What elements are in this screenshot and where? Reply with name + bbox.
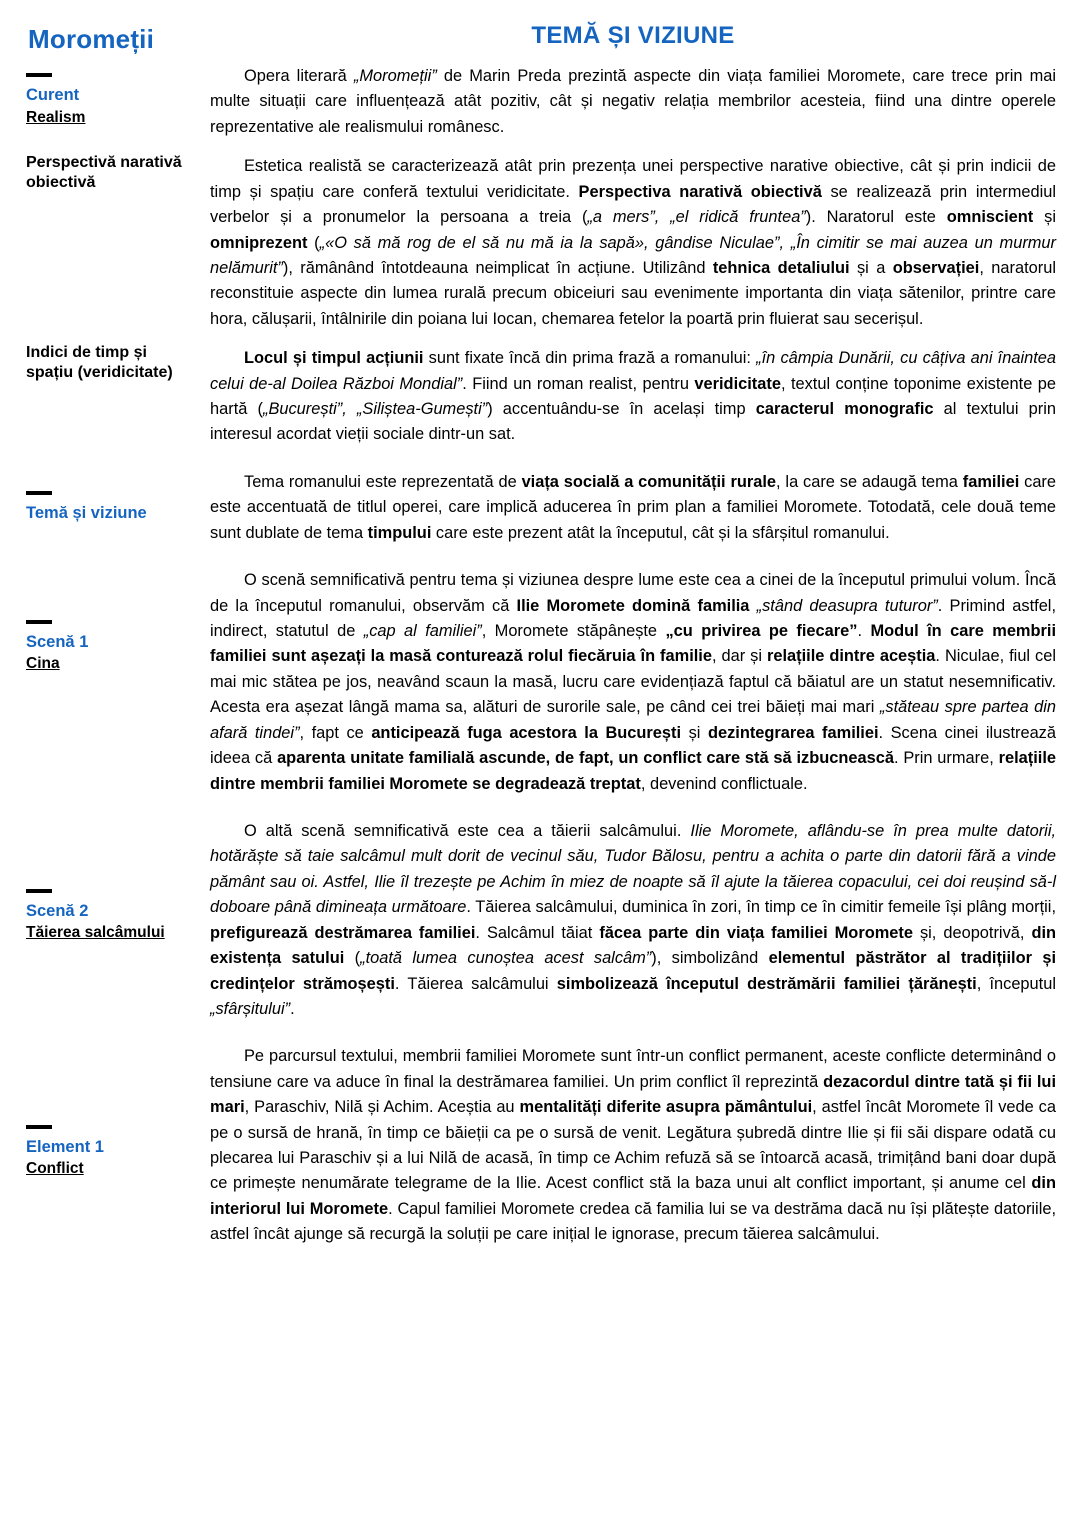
- document-layout: [24, 18, 1056, 1262]
- sidebar-item-indici[interactable]: [24, 343, 192, 383]
- sidebar-item-scena-1[interactable]: [24, 620, 192, 674]
- text-run: , începutul: [976, 974, 1056, 993]
- text-run: , Moromete stăpânește: [481, 622, 666, 641]
- sidebar-item-curent[interactable]: [24, 73, 192, 127]
- text-run-italic: „București”, „Siliștea-Gumești”: [262, 400, 488, 419]
- text-run: ) accentuându-se în același timp: [487, 400, 756, 419]
- text-run: , la care se adaugă tema: [776, 472, 963, 491]
- text-run-italic: Ilie Moromete, aflându-se în prea multe datorii, hotărăște să taie salcâmul mult dorit de vecinul său, Tudor Bălosu, pentru a achita o parte din datorii fără a vinde pământ sau oi. Astfel, Ilie îl trezește pe Achim în miez de noapte să îl ajute la tăierea copacului, cei doi reușind să-l doboare până dimineața următoare: [210, 821, 1057, 917]
- text-run: . Primind astfel, indirect, statutul de: [210, 596, 1057, 641]
- paragraph-conflict: [210, 1044, 1056, 1247]
- text-run-bold: veridicitate: [694, 374, 781, 393]
- dash-icon: [26, 491, 52, 495]
- text-run: O scenă semnificativă pentru tema și viziunea despre lume este cea a cinei de la începutul primului volum. Încă de la începutul romanului, observăm că: [210, 571, 1056, 615]
- text-run-bold: dezacordul dintre tată și fii lui mari: [210, 1072, 1056, 1117]
- text-run-bold: caracterul monografic: [755, 400, 934, 419]
- text-run: și, deopotrivă,: [912, 923, 1032, 942]
- text-run: și: [681, 723, 708, 742]
- document-title: Moromeții: [28, 24, 155, 54]
- text-run-bold: Modul în care membrii familiei sunt așezați la masă conturează rolul fiecăruia în familie: [210, 622, 1057, 666]
- text-run: (: [344, 949, 361, 968]
- text-run-italic: „în câmpia Dunării, cu câțiva ani înaintea celui de-al Doilea Război Mondial”: [210, 349, 1056, 393]
- paragraph-loc-timp: [210, 346, 1056, 448]
- text-run: se realizează prin intermediul verbelor și a pronumelor la persoana a treia (: [210, 182, 1056, 227]
- sidebar-heading-curent: Curent: [26, 86, 80, 104]
- text-run-bold: relațiile dintre aceștia: [766, 647, 936, 666]
- text-run-bold: familiei: [962, 472, 1020, 491]
- text-run: Pe parcursul textului, membrii familiei Moromete sunt într-un conflict permanent, aceste conflicte determinând o tensiune care va aduce în final la destrămarea familiei. Un prim conflict îl reprezintă: [210, 1047, 1056, 1091]
- text-run: , textul conține toponime existente pe hartă (: [210, 374, 1056, 419]
- text-run: ). Naratorul este: [805, 208, 947, 227]
- text-run-bold: anticipează fuga acestora la București: [371, 723, 682, 742]
- dash-icon: [26, 73, 52, 77]
- text-run: care este accentuată de titlul operei, care implică aducerea în prim plan a familiei Moromete. Totodată, cele două teme sunt dublate de tema: [210, 472, 1057, 542]
- text-run-bold: omniscient: [946, 208, 1034, 227]
- text-run-bold: prefigurează destrămarea familiei: [210, 923, 476, 942]
- text-run: . Capul familiei Moromete credea că familia lui se va destrăma dacă nu își plătește datoriile, astfel încât ajunge să recurgă la soluții pe care inițial le ignorase, precum tăierea salcâmului.: [210, 1199, 1057, 1244]
- sidebar-item-perspectiva[interactable]: [24, 153, 192, 193]
- dash-icon: [26, 620, 52, 624]
- sidebar-heading-scena-1: Scenă 1: [26, 632, 89, 651]
- text-run: și a: [849, 258, 893, 277]
- text-run-bold: simbolizează începutul destrămării familiei țărănești: [556, 974, 977, 993]
- text-run-bold: relațiile dintre membrii familiei Moromete se degradează treptat: [210, 749, 1056, 793]
- text-run: de Marin Preda prezintă aspecte din viața familiei Moromete, care trece prin mai multe situații care influențează atât pozitiv, cât și negativ relația membrilor acesteia, fiind una dintre operele reprezentative ale realismului românesc.: [210, 67, 1056, 136]
- sidebar-heading-element-1: Element 1: [26, 1137, 104, 1156]
- text-run: , dar și: [711, 647, 767, 666]
- text-run-italic: „cap al familiei”: [363, 622, 482, 641]
- text-run: , Paraschiv, Nilă și Achim. Aceștia au: [244, 1098, 520, 1117]
- main-content: [200, 18, 1056, 1262]
- text-run-bold: Perspectiva narativă obiectivă: [578, 182, 822, 201]
- text-run-italic: „stând deasupra tuturor”: [756, 596, 938, 615]
- text-run: ), simbolizând: [651, 949, 769, 968]
- page-title: TEMĂ ȘI VIZIUNE: [531, 22, 735, 49]
- text-run-bold: observației: [892, 258, 980, 277]
- sidebar-label-perspectiva: Perspectivă narativă obiectivă: [26, 154, 182, 191]
- text-run: , astfel încât Moromete îl vede ca pe o sursă de hrană, în timp ce băieții ca pe o sursă de venit. Legătura șubredă dintre Ilie și fii săi dispare odată cu plecarea lui Paraschiv și a lui Nilă de acasă, în timp ce Achim refuză să se întoarcă acasă, trimițând bani doar după ce primește nenumărate telegrame de la Ilie. Acest conflict stă la baza unui alt conflict important, și anume cel: [210, 1098, 1056, 1193]
- sidebar-sub-taierea-salcamului: Tăierea salcâmului: [26, 924, 165, 942]
- text-run-bold: din interiorul lui Moromete: [210, 1174, 1056, 1218]
- text-run-italic: „«O să mă rog de el să nu mă ia la sapă», gândise Niculae”, „În cimitir se mai auzea un murmur nelămurit”: [210, 233, 1056, 277]
- text-run: . Tăierea salcâmului, duminica în zori, în timp ce în cimitir femeile își plâng morții,: [466, 898, 1056, 917]
- text-run: care este prezent atât la începutul, cât și la sfârșitul romanului.: [431, 523, 890, 542]
- text-run: sunt fixate încă din prima frază a romanului:: [423, 349, 757, 368]
- sidebar: [24, 18, 200, 1185]
- text-run: și: [1033, 208, 1056, 227]
- text-run-italic: „toată lumea cunoștea acest salcâm”: [360, 949, 652, 968]
- text-run: O altă scenă semnificativă este cea a tăierii salcâmului.: [244, 821, 691, 840]
- text-run-bold: dezintegrarea familiei: [707, 723, 879, 742]
- text-run-bold: viața socială a comunității rurale: [521, 472, 777, 491]
- text-run-bold: Locul și timpul acțiunii: [244, 349, 424, 368]
- text-run: . Scena cinei ilustrează ideea că: [210, 723, 1056, 768]
- text-run: .: [290, 999, 295, 1018]
- text-run: Estetica realistă se caracterizează atât prin prezența unei perspective narative obiective, cât și prin indicii de timp și spațiu care conferă textului veridicitate.: [210, 157, 1056, 201]
- text-run: ), rămânând întotdeauna neimplicat în acțiune. Utilizând: [282, 258, 713, 277]
- text-run: , naratorul reconstituie aspecte din lumea rurală precum obiceiuri sau evenimente importanta din viața sătenilor, printre care hora, călușarii, întâlnirile din poiana lui Iocan, chemarea fetelor la poartă prin fluierat sau secerișul.: [210, 258, 1056, 328]
- text-run-italic: „Moromeții”: [353, 67, 437, 85]
- text-run: . Niculae, fiul cel mai mic stătea pe jos, neavând scaun la masă, lucru care evidențiază faptul că băiatul are un statut nesemnificativ. Acesta era așezat lângă mama sa, alături de surorile sale, pe când cei trei băieți mai mari: [210, 647, 1056, 717]
- paragraph-intro: [210, 64, 1056, 140]
- text-run: Opera literară: [244, 67, 354, 85]
- text-run: , devenind conflictuale.: [640, 774, 808, 793]
- text-run-bold: făcea parte din viața familiei Moromete: [599, 923, 913, 942]
- text-run: Tema romanului este reprezentată de: [244, 472, 522, 491]
- text-run-bold: „cu privirea pe fiecare”: [665, 622, 858, 641]
- text-run-italic: „a mers”, „el ridică fruntea”: [587, 208, 806, 227]
- sidebar-heading-scena-2: Scenă 2: [26, 901, 89, 920]
- text-run: . Fiind un roman realist, pentru: [462, 374, 695, 393]
- text-run: (: [307, 233, 320, 252]
- text-run-bold: elementul păstrător al tradițiilor și credințelor strămoșești: [210, 949, 1057, 993]
- text-run-italic: „stăteau spre partea din afară tindei”: [210, 698, 1056, 742]
- text-run: .: [857, 622, 871, 641]
- paragraph-tema: [210, 470, 1056, 546]
- text-run: , fapt ce: [299, 723, 372, 742]
- text-run: . Tăierea salcâmului: [394, 974, 557, 993]
- text-run: al textului prin interesul acordat vieții sociale dintr-un sat.: [210, 400, 1056, 444]
- text-run: . Prin urmare,: [893, 749, 999, 768]
- text-run: [749, 597, 756, 615]
- sidebar-item-tema-viziune[interactable]: [24, 491, 192, 524]
- sidebar-label-indici: Indici de timp și spațiu (veridicitate): [26, 344, 173, 381]
- text-run-bold: omniprezent: [210, 233, 308, 252]
- text-run: . Salcâmul tăiat: [475, 923, 600, 942]
- text-run-italic: „sfârșitului”: [210, 999, 291, 1018]
- text-run-bold: mentalități diferite asupra pământului: [519, 1098, 813, 1117]
- dash-icon: [26, 889, 52, 893]
- sidebar-item-element-1[interactable]: [24, 1125, 192, 1179]
- text-run-bold: tehnica detaliului: [712, 258, 850, 277]
- sidebar-sub-cina: Cina: [26, 655, 60, 673]
- paragraph-scena-cina: [210, 568, 1056, 797]
- sidebar-sub-conflict: Conflict: [26, 1160, 84, 1178]
- sidebar-sub-realism: Realism: [26, 108, 86, 126]
- text-run-bold: Ilie Moromete domină familia: [516, 596, 750, 615]
- sidebar-item-scena-2[interactable]: [24, 889, 192, 943]
- text-run-bold: timpului: [367, 523, 432, 542]
- paragraph-scena-salcam: [210, 819, 1056, 1022]
- text-run-bold: aparenta unitate familială ascunde, de fapt, un conflict care stă să izbucnească: [277, 749, 894, 768]
- paragraph-realism: [210, 154, 1056, 332]
- sidebar-heading-tema-viziune: Temă și viziune: [26, 504, 147, 522]
- text-run-bold: din existența satului: [210, 923, 1057, 968]
- dash-icon: [26, 1125, 52, 1129]
